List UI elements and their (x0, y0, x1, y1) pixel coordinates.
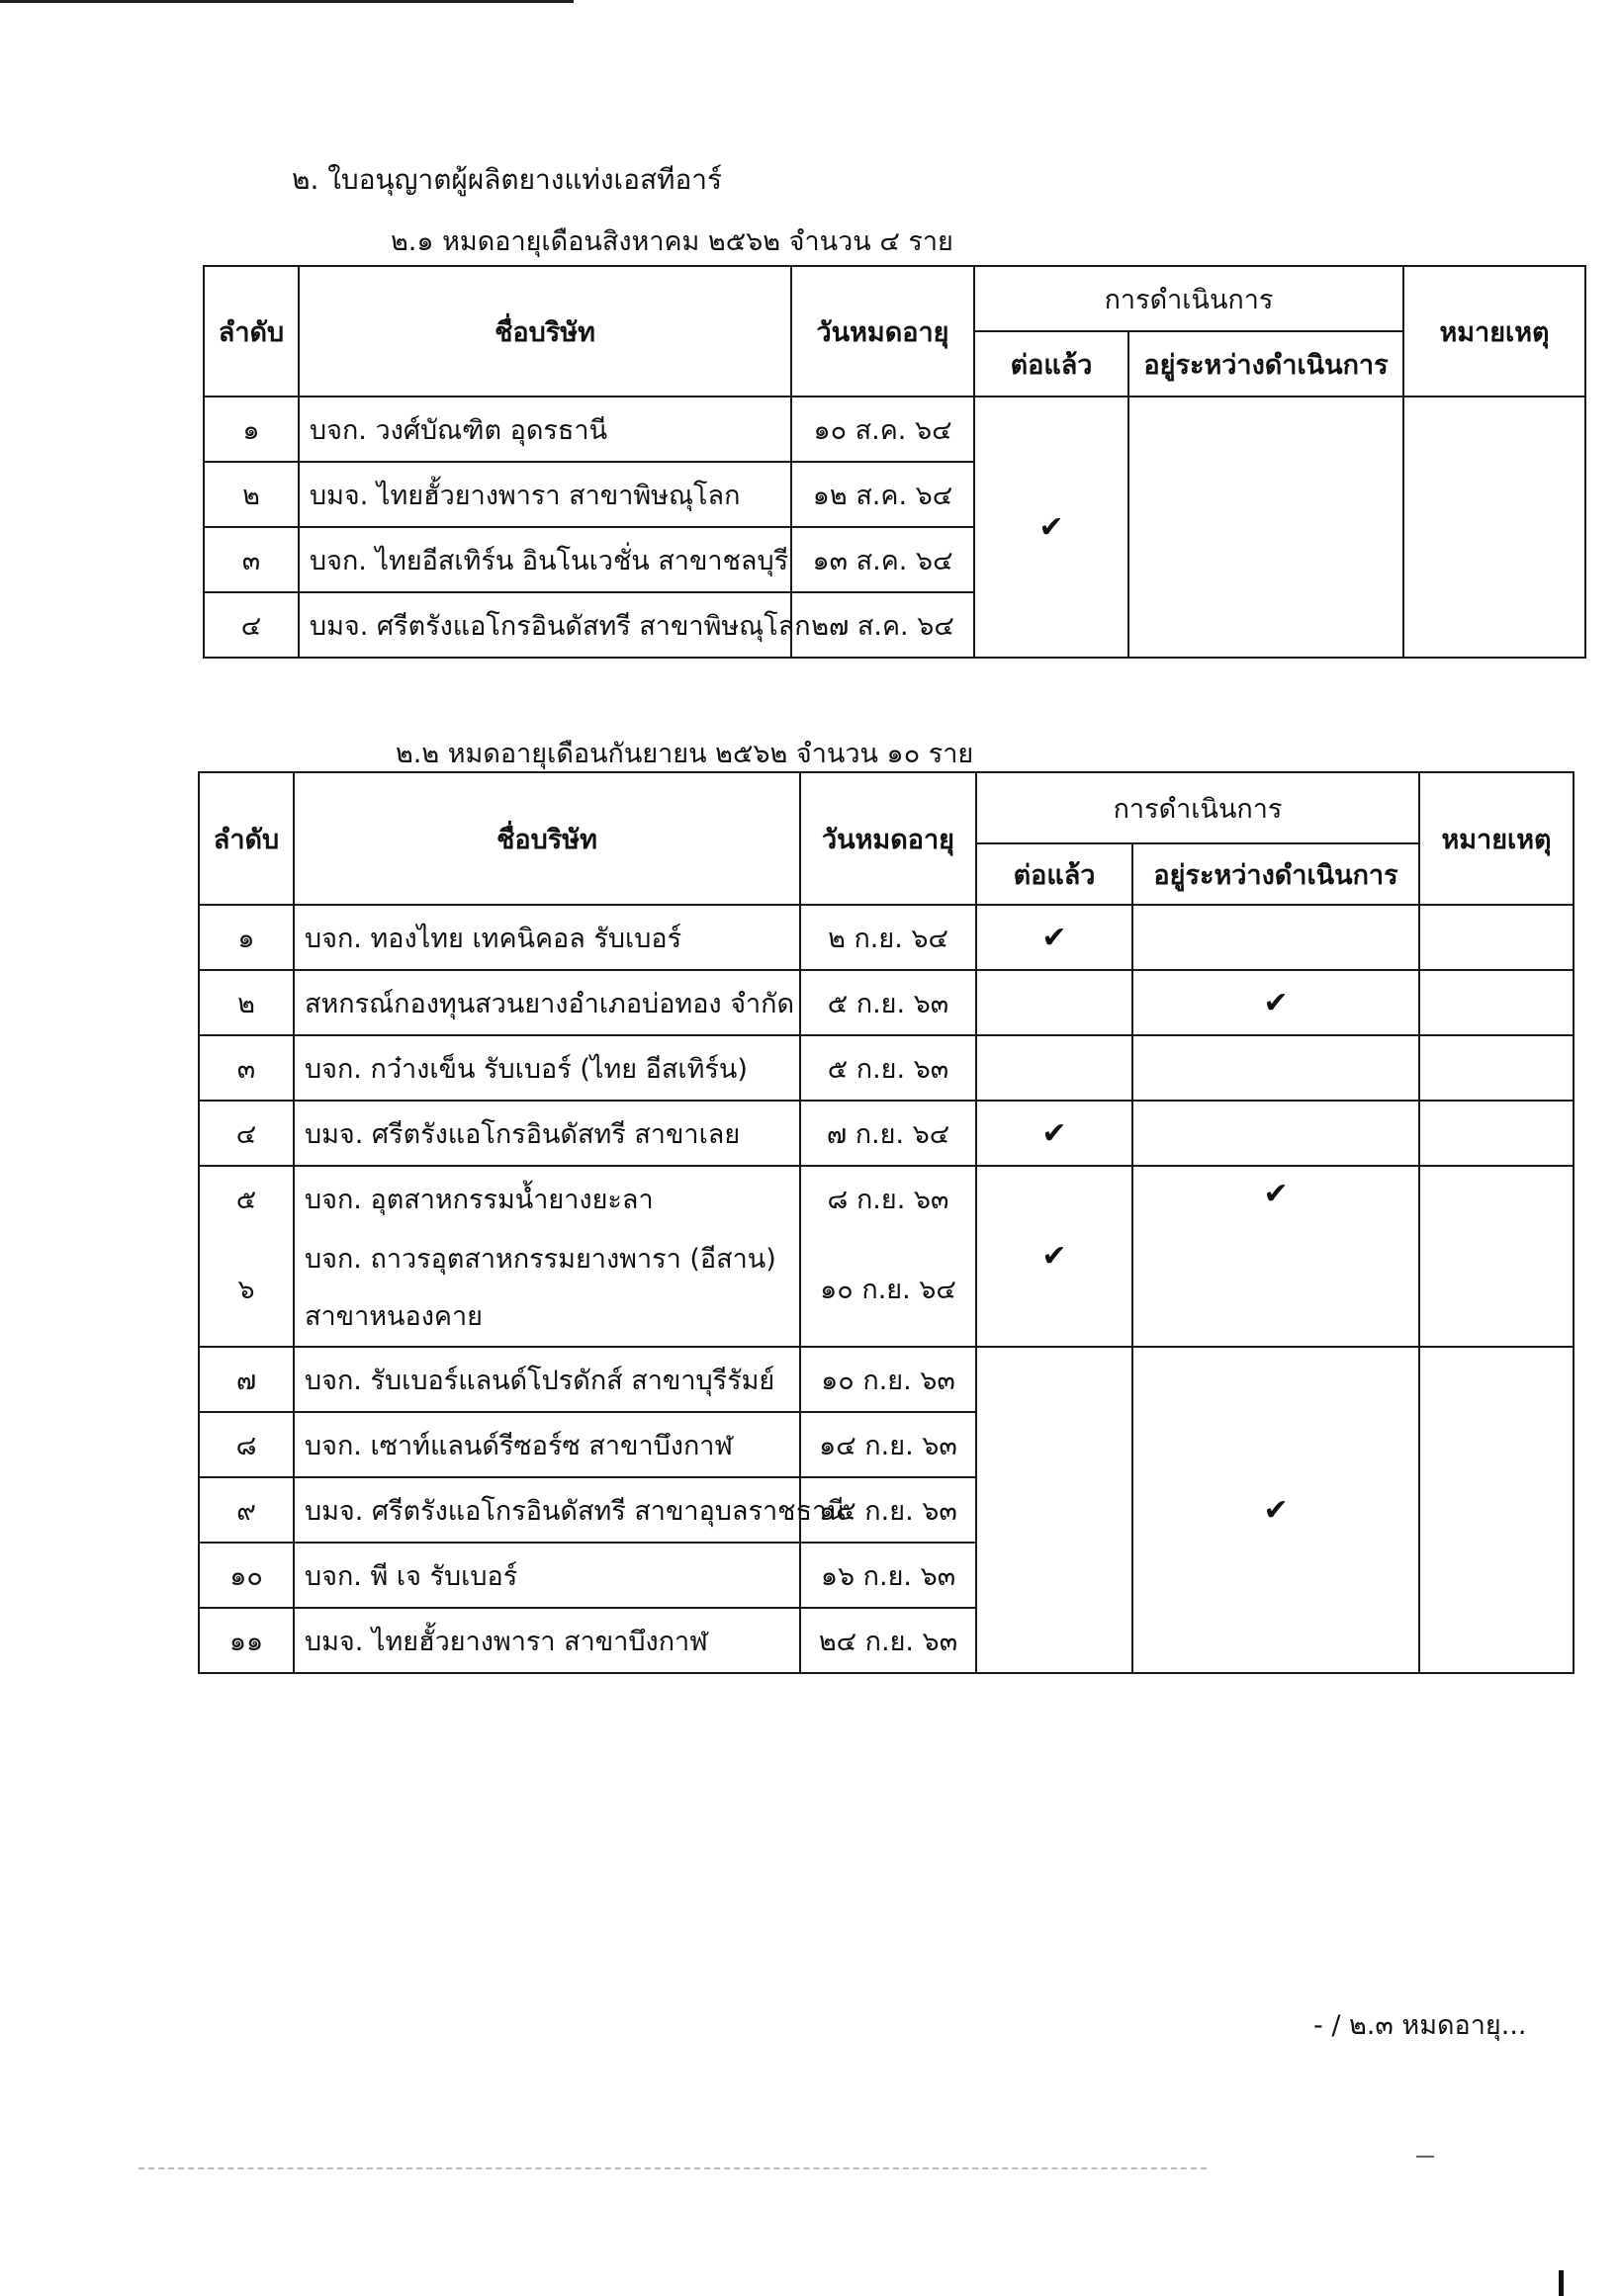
in-progress-cell (1132, 1166, 1419, 1231)
in-progress-cell (1132, 1347, 1419, 1673)
in-progress-cell (1132, 1101, 1419, 1166)
check-mark-icon: ✔ (1041, 1239, 1067, 1274)
company-name: บมจ. ไทยฮั้วยางพารา สาขาพิษณุโลก (299, 462, 791, 527)
expiry-date: ๗ ก.ย. ๖๔ (800, 1101, 976, 1166)
scan-mark (1416, 2156, 1434, 2158)
remarks-cell (1419, 1101, 1574, 1166)
company-name: บมจ. ไทยฮั้วยางพารา สาขาบึงกาฬ (294, 1608, 800, 1673)
in-progress-cell (1132, 1231, 1419, 1347)
in-progress-cell (1132, 905, 1419, 970)
section-title: ๒. ใบอนุญาตผู้ผลิตยางแท่งเอสทีอาร์ (292, 163, 723, 196)
row-number: ๗ (199, 1347, 294, 1412)
renewed-cell (976, 1035, 1132, 1101)
row-number: ๓ (204, 527, 299, 592)
expiry-date: ๑๖ ก.ย. ๖๓ (800, 1543, 976, 1608)
table-row (199, 1101, 1574, 1166)
company-name-line1: บจก. ถาวรอุตสาหกรรมยางพารา (อีสาน) (305, 1244, 776, 1275)
expiry-date: ๑๐ ก.ย. ๖๔ (800, 1231, 976, 1347)
company-name: สหกรณ์กองทุนสวนยางอำเภอบ่อทอง จำกัด (294, 970, 800, 1035)
col-header-in-progress: อยู่ระหว่างดำเนินการ (1128, 331, 1403, 397)
table-row (199, 1035, 1574, 1101)
table-row (199, 1347, 1574, 1412)
expiry-date: ๕ ก.ย. ๖๓ (800, 970, 976, 1035)
in-progress-cell (1132, 1035, 1419, 1101)
company-name: บจก. รับเบอร์แลนด์โปรดักส์ สาขาบุรีรัมย์ (294, 1347, 800, 1412)
row-number: ๑๑ (199, 1608, 294, 1673)
renewed-cell (976, 970, 1132, 1035)
continuation-reference: - / ๒.๓ หมดอายุ... (1313, 2010, 1527, 2041)
check-mark-icon: ✔ (1263, 1177, 1289, 1211)
row-number: ๒ (204, 462, 299, 527)
company-name: บจก. พี เจ รับเบอร์ (294, 1543, 800, 1608)
col-header-remarks: หมายเหตุ (1403, 266, 1585, 397)
check-mark-icon: ✔ (1041, 920, 1067, 955)
company-name: บจก. ไทยอีสเทิร์น อินโนเวชั่น สาขาชลบุรี (299, 527, 791, 592)
scan-divider (138, 2167, 1207, 2169)
check-mark-icon: ✔ (1263, 985, 1289, 1020)
row-number: ๔ (199, 1101, 294, 1166)
col-header-renewed: ต่อแล้ว (976, 843, 1132, 905)
row-number: ๑ (199, 905, 294, 970)
top-rule (0, 0, 574, 3)
col-header-order: ลำดับ (199, 772, 294, 905)
renewed-cell (976, 1347, 1132, 1673)
col-header-company: ชื่อบริษัท (294, 772, 800, 905)
expiry-date: ๑๒ ส.ค. ๖๔ (791, 462, 974, 527)
remarks-cell (1403, 397, 1585, 658)
table-row (204, 397, 1585, 462)
expiry-date: ๘ ก.ย. ๖๓ (800, 1166, 976, 1231)
row-number: ๑ (204, 397, 299, 462)
company-name: บจก. ทองไทย เทคนิคอล รับเบอร์ (294, 905, 800, 970)
company-name: บจก. เซาท์แลนด์รีซอร์ซ สาขาบึงกาฬ (294, 1412, 800, 1477)
table-row (199, 1166, 1574, 1231)
expiry-date: ๑๔ ก.ย. ๖๓ (800, 1412, 976, 1477)
col-header-renewed: ต่อแล้ว (974, 331, 1128, 397)
expiry-date: ๑๐ ก.ย. ๖๓ (800, 1347, 976, 1412)
check-mark-icon: ✔ (1263, 1492, 1289, 1528)
corner-mark (1559, 2270, 1564, 2296)
row-number: ๑๐ (199, 1543, 294, 1608)
row-number: ๘ (199, 1412, 294, 1477)
company-name-line2: สาขาหนองคาย (305, 1301, 483, 1332)
col-header-expiry: วันหมดอายุ (791, 266, 974, 397)
expiry-date: ๑๕ ก.ย. ๖๓ (800, 1477, 976, 1543)
row-number: ๒ (199, 970, 294, 1035)
remarks-cell (1419, 970, 1574, 1035)
row-number: ๔ (204, 592, 299, 658)
expiry-date: ๒๗ ส.ค. ๖๔ (791, 592, 974, 658)
renewed-cell (976, 905, 1132, 970)
table-row (199, 905, 1574, 970)
renewed-cell (976, 1166, 1132, 1347)
company-name: บจก. กว๋างเข็น รับเบอร์ (ไทย อีสเทิร์น) (294, 1035, 800, 1101)
company-name: บจก. อุตสาหกรรมน้ำยางยะลา (294, 1166, 800, 1231)
table1-subtitle: ๒.๑ หมดอายุเดือนสิงหาคม ๒๕๖๒ จำนวน ๔ ราย (391, 226, 953, 257)
remarks-cell (1419, 905, 1574, 970)
in-progress-cell (1128, 397, 1403, 658)
col-header-action: การดำเนินการ (974, 266, 1403, 331)
col-header-order: ลำดับ (204, 266, 299, 397)
table-row (199, 1231, 1574, 1347)
remarks-cell (1419, 1035, 1574, 1101)
check-mark-icon: ✔ (1041, 1115, 1067, 1151)
row-number: ๓ (199, 1035, 294, 1101)
row-number: ๕ (199, 1166, 294, 1231)
expiry-date: ๒ ก.ย. ๖๔ (800, 905, 976, 970)
expiry-date: ๕ ก.ย. ๖๓ (800, 1035, 976, 1101)
col-header-action: การดำเนินการ (976, 772, 1419, 843)
company-name (294, 1231, 800, 1347)
row-number: ๙ (199, 1477, 294, 1543)
row-number: ๖ (199, 1231, 294, 1347)
company-name: บมจ. ศรีตรังแอโกรอินดัสทรี สาขาอุบลราชธานี (294, 1477, 800, 1543)
remarks-cell (1419, 1347, 1574, 1673)
renewed-cell (974, 397, 1128, 658)
company-name: บมจ. ศรีตรังแอโกรอินดัสทรี สาขาเลย (294, 1101, 800, 1166)
check-mark-icon: ✔ (1038, 509, 1064, 545)
col-header-expiry: วันหมดอายุ (800, 772, 976, 905)
company-name: บจก. วงศ์บัณฑิต อุดรธานี (299, 397, 791, 462)
col-header-in-progress: อยู่ระหว่างดำเนินการ (1132, 843, 1419, 905)
col-header-company: ชื่อบริษัท (299, 266, 791, 397)
expiry-date: ๑๐ ส.ค. ๖๔ (791, 397, 974, 462)
col-header-remarks: หมายเหตุ (1419, 772, 1574, 905)
expiry-date: ๑๓ ส.ค. ๖๔ (791, 527, 974, 592)
in-progress-cell (1132, 970, 1419, 1035)
remarks-cell (1419, 1166, 1574, 1347)
renewed-cell (976, 1101, 1132, 1166)
table-september-expiry (198, 771, 1575, 1674)
expiry-date: ๒๔ ก.ย. ๖๓ (800, 1608, 976, 1673)
company-name: บมจ. ศรีตรังแอโกรอินดัสทรี สาขาพิษณุโลก (299, 592, 791, 658)
table-row (199, 970, 1574, 1035)
table2-subtitle: ๒.๒ หมดอายุเดือนกันยายน ๒๕๖๒ จำนวน ๑๐ ราย (396, 739, 974, 769)
table-august-expiry (203, 265, 1586, 659)
